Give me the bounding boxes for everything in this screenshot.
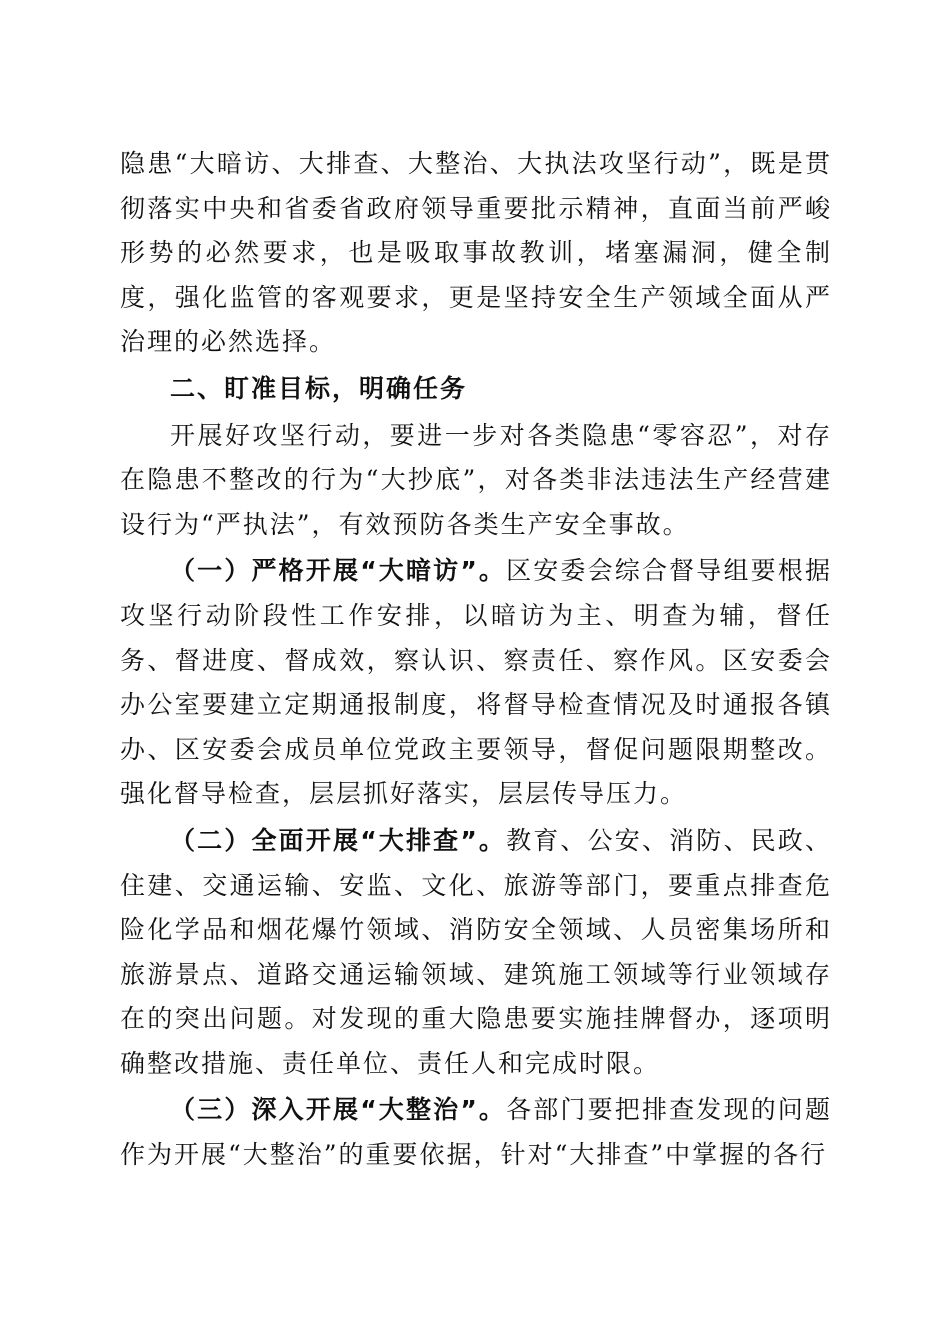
task-item-1 [120,549,832,817]
task-item-1-text: 区安委会综合督导组要根据攻坚行动阶段性工作安排，以暗访为主、明查为辅，督任务、督进度、督成效，察认识、察责任、察作风。区安委会办公室要建立定期通报制度，将督导检查情况及时通报各镇办、区安委会成员单位党政主要领导，督促问题限期整改。强化督导检查，层层抓好落实，层层传导压力。 [120,556,832,809]
task-item-1-lead: （一）严格开展“大暗访”。 [170,556,507,586]
section-heading: 二、盯准目标，明确任务 [170,373,468,403]
paragraph-continuation: 隐患“大暗访、大排查、大整治、大执法攻坚行动”，既是贯彻落实中央和省委省政府领导重要批示精神，直面当前严峻形势的必然要求，也是吸取事故教训，堵塞漏洞，健全制度，强化监管的客观要求，更是坚持安全生产领域全面从严治理的必然选择。 [120,149,832,357]
document-body [120,142,832,1178]
task-item-3-lead: （三）深入开展“大整治”。 [170,1095,507,1125]
task-item-3-text: 各部门要把排查发现的问题作为开展“大整治”的重要依据，针对“大排查”中掌握的各行 [120,1095,832,1170]
task-item-2-lead: （二）全面开展“大排查”。 [170,825,507,855]
section-intro-paragraph: 开展好攻坚行动，要进一步对各类隐患“零容忍”，对存在隐患不整改的行为“大抄底”，对各类非法违法生产经营建设行为“严执法”，有效预防各类生产安全事故。 [120,420,832,539]
task-item-3 [120,1088,832,1177]
task-item-2-text: 教育、公安、消防、民政、住建、交通运输、安监、文化、旅游等部门，要重点排查危险化学品和烟花爆竹领域、消防安全领域、人员密集场所和旅游景点、道路交通运输领域、建筑施工领域等行业领域存在的突出问题。对发现的重大隐患要实施挂牌督办，逐项明确整改措施、责任单位、责任人和完成时限。 [120,825,832,1078]
task-item-2 [120,819,832,1087]
